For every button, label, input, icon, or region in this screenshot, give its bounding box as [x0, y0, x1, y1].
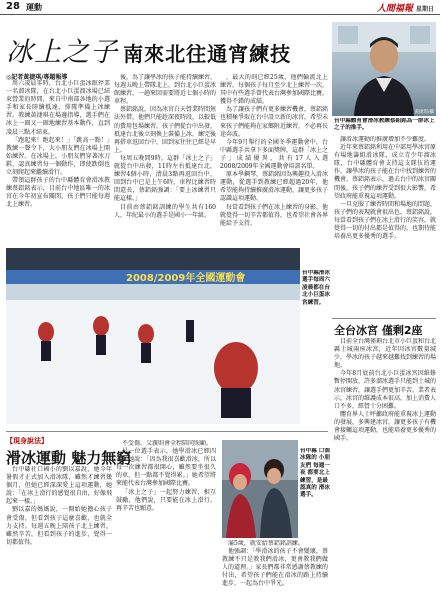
headline [6, 30, 324, 70]
feature-column-2: 不受傷，父親則會全程陪同照顧。 另一位選手表示，她學滑冰已經四年，她說：「因為我很喜歡滑冰，所以每一次練習都很開心，雖然要坐很久的車，但一點都不覺得累。」她希望將來能代表台灣參加國際比賽。 「冰上之子」一起努力練習，相互鼓勵，他們說，只要能在冰上滑行，再辛苦也願意。 [116, 440, 216, 512]
sidebar-body: 目前全台灣僅剩台北市小巨蛋和台北縣土城兩座冰宮，近年因冰宮數量減少，學冰的孩子越來越難找到練習的場地。 今年8月底前台北小巨蛋冰宮因維修暫停開放，許多溜冰選手只能到土城的冰宮練習，讓選手們更加辛苦。業者表示，冰宮的維護成本很高，加上消費人口不多，經營十分困難。 體育界人士呼籲政府能重視冰上運動的發展，多興建冰宮，讓更多孩子有機會接觸這項運動，也能培養更多優秀的國手。 [334, 338, 436, 443]
section-label: 運動 [26, 3, 42, 12]
kids-photo [222, 440, 298, 538]
feature-column-4 [334, 604, 335, 605]
headline-sub: 南來北往通宵練技 [123, 42, 292, 66]
rink-illustration [6, 248, 300, 424]
feature-title: 滑冰運動 魅力無窮 [6, 449, 132, 467]
photo-credit: 黃捷琪/攝 [414, 110, 434, 115]
kids-caption: 台中縣 口溜冰隊的 小朋友們 每週一夜 都要北上 練習，是最 認真的 滑冰選手。 [300, 448, 330, 499]
feature-column-3: 滿5歲，就安給蔡鋁銘訓練。 他強調：「學滑冰的孩子不會變壞，蔡教練不只是教我們滑冰，更會教我們做人的道理。」家長們都非常感謝蔡教練的付出，希望孩子們能在滑冰的路上持續進步，一起為台中爭光。 [222, 540, 328, 588]
sidebar-title: 全台冰宮 僅剩2座 [334, 324, 423, 337]
rink-caption: 台中縣滑冰選手每周六凌晨都在台北小巨蛋冰宮練習。 [302, 270, 330, 306]
article-column-1: 周六凌晨零時，台北小巨蛋冰館停業一名溜冰隊，在台北小巨蛋溜冰場已結束營業的時間，來自中南部各地的小選手和家長陸續抵達，排隊準備上冰練習。教練黃捷琪在場邊指導，選手們在冰上一圈又一圈地練習基本動作，直到凌晨三點才結束。 「跑起來！跑起來！」「跳高一點！」教練一聲令下，大小朋友們在冰場上開始練習。在冰場上，小朋友們穿著冰刀鞋，認真練習每一個動作，即使跌倒也立刻爬起來繼續滑行。 帶領這群孩子的台中縣體育會滑冰教練蔡鋁銘表示，目前台中地區唯一的冰宮在今年初宣布關閉，孩子們只能每週北上練習。 [6, 80, 110, 209]
coach-portrait-illustration [332, 22, 436, 116]
article-column-3: ，最大的則已經25歲，他們輪流北上練習，每個孩子每月至少北上練習一次，其中有些選手曾代表台灣參加國際比賽，獲得不錯的成績。 為了讓孩子們有更多練習機會，蔡鋁銘也積極爭取在台中設立新的冰宮，希望未來孩子們能夠在家鄉附近練習，不必再長途奔波。 今年9月舉行的全國冬季運動會中，台中縣選手共拿下多面獎牌，這群「冰上之子」成績優異，共有17人入選2008/2009年全國運動會培訓名單。 原本學鋼琴，蔡鋁銘因為興趣投入滑冰運動，從選手到教練已經超過20年，他希望能夠持續推廣滑冰運動，讓更多孩子認識這項運動。 每當看到孩子們在冰上練習的身影，他就覺得一切辛苦都值得，也希望社會各界能給予支持。 [220, 74, 328, 227]
rink-banner: 2008/2009年全國運動會 [126, 273, 246, 284]
page-header [0, 0, 440, 15]
headline-main: 冰上之子 [6, 37, 118, 68]
article-column-4: 讓滑冰運動的推廣增加不少難度。 近年來蔡鋁銘利用在中部用學冰宮原有場地籌組滑冰隊，成立青少年溜冰隊，台中縣體育會支持這支隊伍的運作，讓學冰的孩子能在台中找到練習的機會。蔡鋁銘表示，過去台中的冰宮關閉後，孩子們的練習受到很大影響，希望政府能重視這項運動。 一旦克服了練習時間和場地的問題，孩子們的表現就會很出色，蔡鋁銘說，每當看到孩子們在冰上滑行的笑容，就覺得一切的付出都是值得的，也期待能培養出更多優秀的選手。 [334, 136, 436, 241]
skating-rink-photo [6, 248, 300, 424]
sidebar-divider [332, 318, 436, 319]
feature-kicker: 【現身說法】 [6, 437, 48, 445]
coach-caption: 台中縣體育會滑冰教練蔡鋁銘為一群冰上之子的推手。 [334, 118, 435, 132]
kids-illustration [222, 440, 298, 538]
article-column-2: 後，為了讓學冰的孩子能持續練習，每週五晚上帶隊北上，到台北小巨蛋冰館練習，一趟來回需要將近七個小時的車程。 蔡鋁銘說，因為冰宮白天營業時間無法外借，他們只能趁深夜時段，以較低的費用包場練習。孩子們從台中出發，抵達台北後立刻換上裝備上冰，練完後再搭車返回台中，回到家往往已經是早上。 每周五晚間9時，這群「冰上之子」就從台中出發，11時左右抵達台北，練習4個小時，清晨3點再返回台中，回到台中已是上午6時，車程比練習時間還長，蔡鋁銘強調：「要上冰練習只能這樣。」 目前由蔡鋁銘訓練的學生共有160人，年紀最小的選手是國小一年級。 [114, 74, 216, 219]
coach-photo [332, 22, 436, 116]
byline: ◎記者黃捷琪/專題報導 [6, 74, 68, 81]
page-number: 28 [6, 1, 20, 12]
feature-column-1: 台中縣社口國小的劉以嘉說，她今年暑假才正式加入滑冰隊，雖然才練習幾個月，但她已經深深愛上這項運動，她說：「在冰上滑行的感覺很自由，好像飛起來一樣。」 劉以嘉的媽媽說，一開始她擔心孩子會受傷，但看到孩子這麼喜歡，也就全力支持。每週五晚上陪孩子北上練習，雖然辛苦，但看到孩子的進步，覺得一切都值得。 [6, 466, 112, 546]
newspaper-logo: 人間福報 星期日 [376, 4, 434, 14]
feature-divider [6, 431, 328, 432]
